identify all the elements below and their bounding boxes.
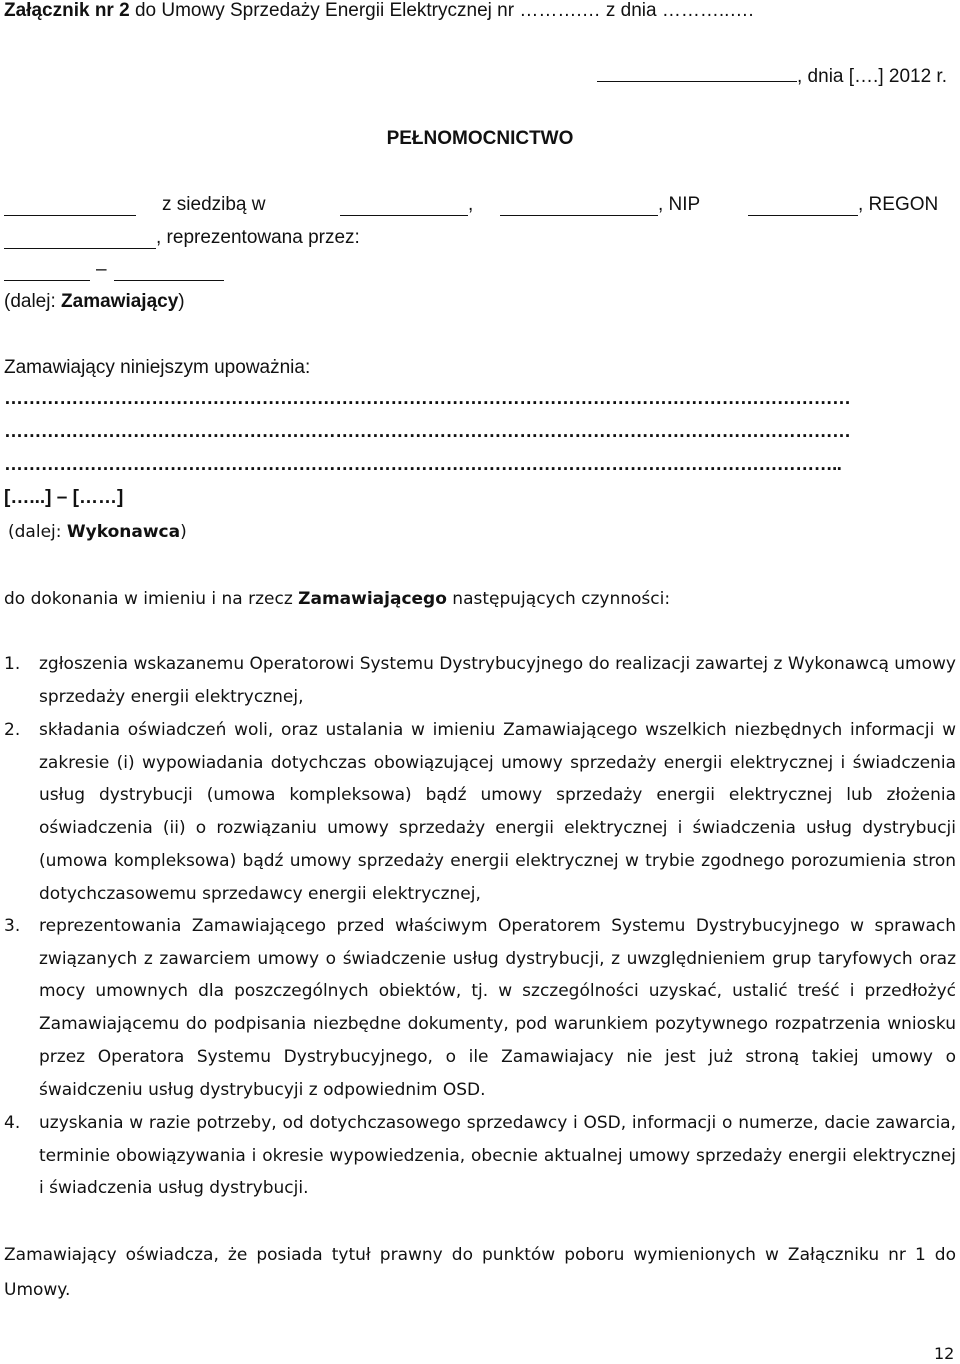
client-alias bbox=[4, 291, 185, 313]
scope-after: następujących czynności: bbox=[446, 589, 671, 609]
list-item-4 bbox=[4, 1107, 956, 1206]
date-text: , dnia [….] 2012 r. bbox=[797, 66, 947, 87]
list-item-number: 3. bbox=[4, 916, 21, 936]
list-item-number: 4. bbox=[4, 1113, 21, 1133]
list-item-number: 1. bbox=[4, 654, 21, 674]
contractor-alias bbox=[8, 522, 187, 542]
list-item-1 bbox=[4, 648, 956, 714]
seat-comma: , bbox=[468, 194, 474, 215]
place-blank bbox=[597, 62, 797, 82]
dotted-line-3: ……………………………………………………………………………………………………………………….. bbox=[4, 454, 842, 475]
seat-blank bbox=[340, 196, 468, 216]
regon-blank bbox=[4, 229, 156, 249]
dotted-line-1: ………………………………………………………………………………………………………………………… bbox=[4, 388, 851, 409]
scope-before: do dokonania w imieniu i na rzecz bbox=[4, 589, 299, 609]
list-item-text: zgłoszenia wskazanemu Operatorowi Systemu Dystrybucyjnego do realizacji zawartej z Wykonawcą umowy sprzedaży energii elektrycznej, bbox=[39, 654, 956, 707]
document-header bbox=[4, 0, 754, 22]
document-title: PEŁNOMOCNICTWO bbox=[386, 128, 574, 149]
contractor-alias-name: Wykonawca bbox=[66, 522, 181, 542]
nip-blank bbox=[748, 196, 858, 216]
seat-label: z siedzibą w bbox=[162, 194, 266, 215]
authorizes-line: Zamawiający niniejszym upoważnia: bbox=[4, 357, 311, 378]
name-blank bbox=[4, 196, 136, 216]
regon-label: , REGON bbox=[858, 194, 939, 215]
scope-line bbox=[4, 589, 670, 609]
date-line bbox=[597, 62, 947, 89]
contractor-alias-close: ) bbox=[180, 522, 187, 542]
representative-blank-2 bbox=[114, 261, 224, 281]
representative-blank-1 bbox=[4, 261, 90, 281]
header-annex-text: do Umowy Sprzedaży Energii Elektrycznej nr ……….… z dnia ………..…. bbox=[129, 0, 754, 21]
client-alias-name: Zamawiający bbox=[61, 291, 179, 312]
client-alias-open: (dalej: bbox=[4, 291, 62, 312]
list-item-text: składania oświadczeń woli, oraz ustalania w imieniu Zamawiającego wszelkich niezbędnych informacji w zakresie (i) wypowiadania dotychczas obowiązującej umowy sprzedaży energii elektrycznej i świadczenia usług dystrybucji (umowa kompleksowa) bądź umowy sprzedaży energii elektrycznej lub złożenia oświadczenia (ii) o rozwiązaniu umowy sprzedaży energii elektrycznej i świadczenia usług dystrybucji (umowa kompleksowa) bądź umowy sprzedaży energii elektrycznej w trybie zgodnego porozumienia stron dotychczasowemu sprzedawcy energii elektrycznej, bbox=[39, 720, 956, 904]
represented-label: , reprezentowana przez: bbox=[156, 227, 360, 248]
page-number: 12 bbox=[934, 1344, 955, 1363]
declaration-paragraph: Zamawiający oświadcza, że posiada tytuł prawny do punktów poboru wymienionych w Załączniku nr 1 do Umowy. bbox=[4, 1245, 956, 1300]
contractor-alias-open: (dalej: bbox=[8, 522, 67, 542]
header-annex-label: Załącznik nr 2 bbox=[4, 0, 130, 21]
list-item-text: reprezentowania Zamawiającego przed właściwym Operatorem Systemu Dystrybucyjnego w sprawach związanych z zawarciem umowy o świadczenie usług dystrybucji, z uwzględnieniem grup taryfowych oraz mocy umownych dla poszczególnych obiektów, tj. w szczególności uzyskać, ustalić treść i przedłożyć Zamawiającemu do podpisania niezbędne dokumenty, pod warunkiem pozytywnego rozpatrzenia wniosku przez Operatora Systemu Dystrybucyjnego, o ile Zamawiajacy nie jest już stroną takiej umowy o śwaidczeniu usług dystrybucyji z odpowiednim OSD. bbox=[39, 916, 956, 1100]
address-blank bbox=[500, 196, 658, 216]
list-item-2 bbox=[4, 714, 956, 910]
representative-dash: – bbox=[96, 259, 107, 280]
dotted-line-2: ………………………………………………………………………………………………………………………… bbox=[4, 421, 851, 442]
list-item-text: uzyskania w razie potrzeby, od dotychczasowego sprzedawcy i OSD, informacji o numerze, dacie zawarcia, terminie obowiązywania i okresie wypowiedzenia, obecnie aktualnej umowy sprzedaży energii elektrycznej i świadczenia usług dystrybucji. bbox=[39, 1113, 956, 1199]
scope-bold: Zamawiającego bbox=[298, 589, 447, 609]
contractor-placeholder: […...] – [……] bbox=[4, 487, 124, 508]
list-item-3 bbox=[4, 910, 956, 1107]
nip-label: , NIP bbox=[658, 194, 701, 215]
client-alias-close: ) bbox=[178, 291, 185, 312]
list-item-number: 2. bbox=[4, 720, 21, 740]
